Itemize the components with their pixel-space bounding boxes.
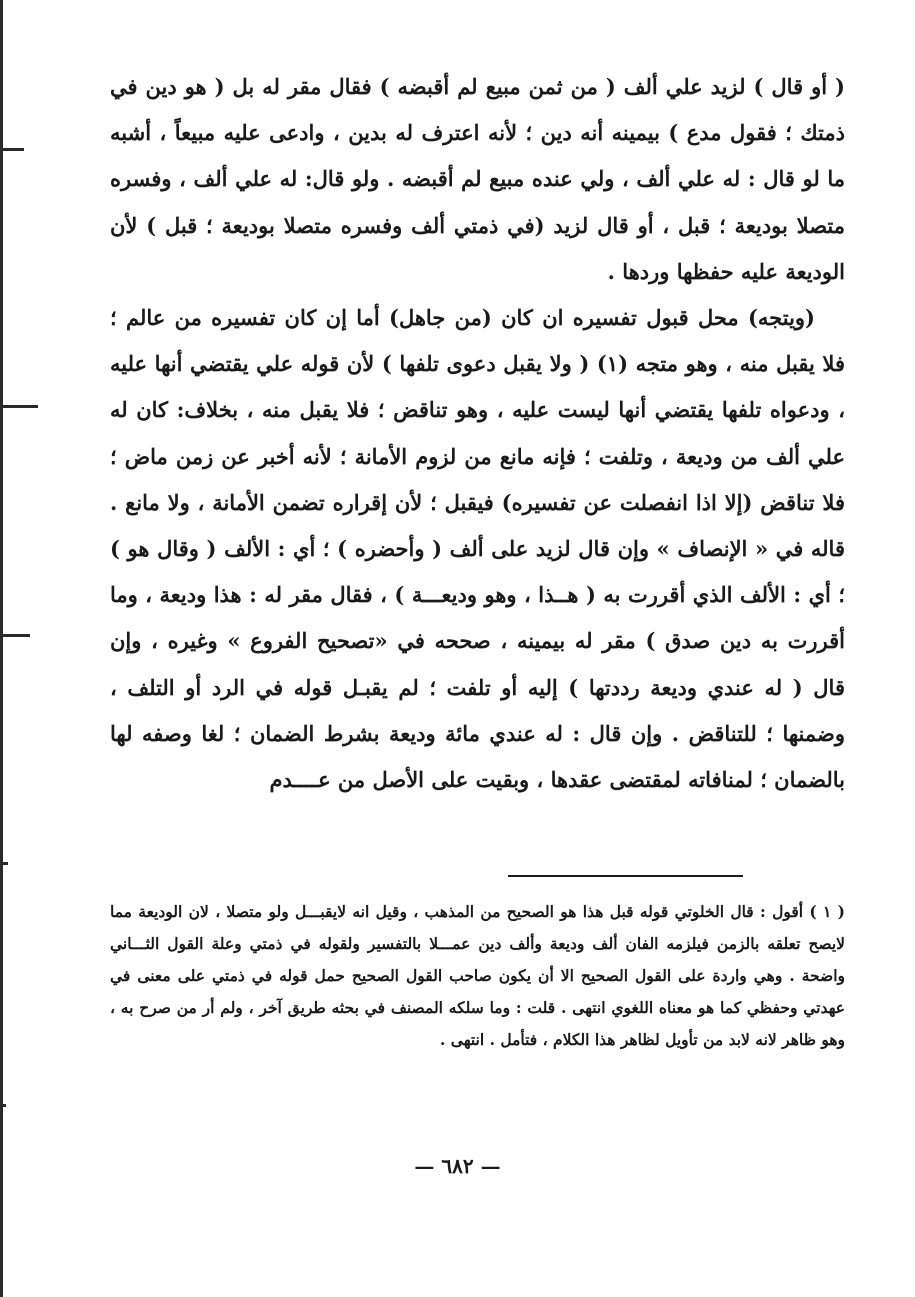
footnote-item: ( ١ ) أقول : قال الخلوتي قوله قبل هذا هو الصحيح من المذهب ، وقيل انه لايقبـــل ولو متصلا ، لان الوديعة مما لايصح تعلقه بالزمن فيلزمه الفان ألف وديعة وألف دين عمـــلا بالتفسير ولقوله في ذمتي وعلة القول الثـــاني واضحة . وهي واردة على القول الصحيح الا أن يكون صاحب القول الصحيح حمل قوله في ذمتي على معنى في عهدتي وحفظي كما هو معناه اللغوي انتهى . قلت : وما سلكه المصنف في بحثه طريق آخر ، ولم أر من صرح به ، وهو ظاهر لانه لابد من تأويل لظاهر هذا الكلام ، فتأمل . انتهى . — [110, 902, 845, 1049]
main-paragraph: ( أو قال ) لزيد علي ألف ( من ثمن مبيع لم أقبضه ) فقال مقر له بل ( هو دين في ذمتك ؛ فقول مدع ) بيمينه أنه دين ؛ لأنه اعترف له بدين ، وادعى عليه مبيعاً ، أشبه ما لو قال : له علي ألف ، ولي عنده مبيع لم أقبضه . ولو قال: له علي ألف ، وفسره متصلا بوديعة ؛ قبل ، أو قال لزيد (في ذمتي ألف وفسره متصلا بوديعة ؛ قبل ) لأن الوديعة عليه حفظها وردها . — [110, 74, 845, 284]
margin-mark — [0, 148, 24, 151]
margin-mark — [0, 405, 38, 408]
footnotes — [110, 896, 845, 1056]
footnote-separator — [508, 875, 743, 877]
margin-mark — [0, 634, 30, 637]
scan-left-edge — [0, 0, 8, 1297]
main-text-body — [110, 64, 845, 803]
margin-mark — [0, 862, 8, 865]
page-number: — ٦٨٢ — — [414, 1154, 501, 1178]
margin-mark — [0, 1104, 6, 1107]
main-paragraph: (ويتجه) محل قبول تفسيره ان كان (من جاهل) أما إن كان تفسيره من عالم ؛ فلا يقبل منه ، وهو متجه (١) ( ولا يقبل دعوى تلفها ) لأن قوله علي يقتضي أنها عليه ، ودعواه تلفها يقتضي أنها ليست عليه ، وهو تناقض ؛ فلا يقبل منه ، بخلاف: كان له علي ألف من وديعة ، وتلفت ؛ فإنه مانع من لزوم الأمانة ؛ لأنه أخبر عن زمن ماض ؛ فلا تناقض (إلا اذا انفصلت عن تفسيره) فيقبل ؛ لأن إقراره تضمن الأمانة ، ولا مانع . قاله في « الإنصاف » وإن قال لزيد على ألف ( وأحضره ) ؛ أي : الألف ( وقال هو ) ؛ أي : الألف الذي أقررت به ( هــذا ، وهو وديعـــة ) ، فقال مقر له : هذا وديعة ، وما أقررت به دين صدق ) مقر له بيمينه ، صححه في «تصحيح الفروع » وغيره ، وإن قال ( له عندي وديعة رددتها ) إليه أو تلفت ؛ لم يقبـل قوله في الرد أو التلف ، وضمنها ؛ للتناقض . وإن قال : له عندي مائة وديعة بشرط الضمان ؛ لغا وصفه لها بالضمان ؛ لمنافاته لمقتضى عقدها ، وبقيت على الأصل من عــــدم — [110, 305, 845, 793]
